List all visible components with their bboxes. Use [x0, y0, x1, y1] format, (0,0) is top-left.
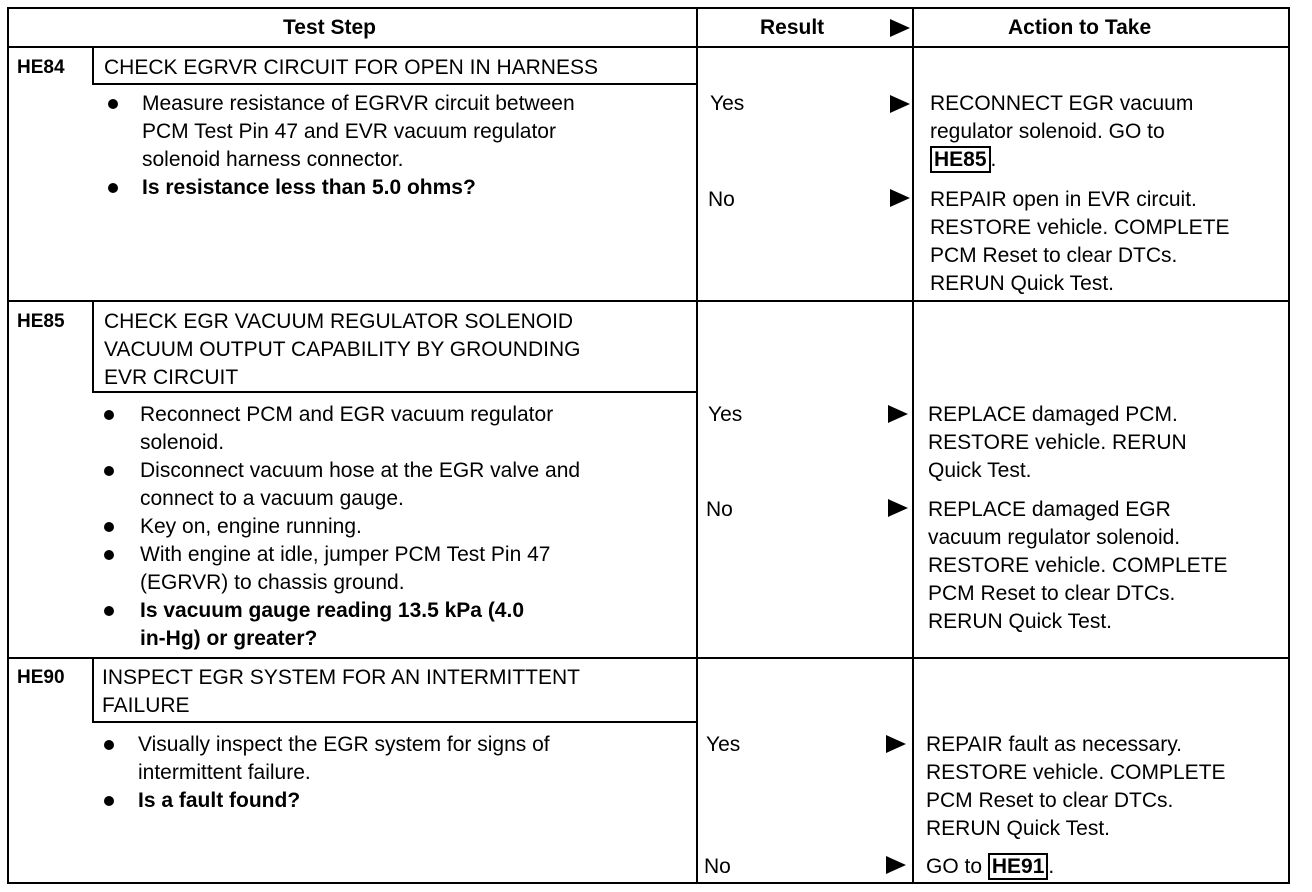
bullet-icon	[104, 740, 114, 750]
bullet-icon	[104, 550, 114, 560]
step-title-underline	[92, 391, 696, 393]
step-text: Key on, engine running.	[140, 515, 362, 538]
step-text: solenoid.	[140, 431, 225, 454]
action-text: RESTORE vehicle. COMPLETE	[926, 761, 1226, 784]
step-title-he90: FAILURE	[102, 694, 190, 717]
step-text: Visually inspect the EGR system for signs of	[138, 733, 550, 756]
action-text: RESTORE vehicle. COMPLETE	[928, 554, 1228, 577]
step-divider	[7, 657, 1290, 659]
step-text: With engine at idle, jumper PCM Test Pin 47	[140, 543, 551, 566]
result-yes: Yes	[708, 403, 743, 426]
step-id-divider	[92, 659, 94, 722]
bullet-icon	[104, 466, 114, 476]
action-text: regulator solenoid. GO to	[930, 120, 1165, 143]
step-text: intermittent failure.	[138, 761, 311, 784]
step-title-he90: INSPECT EGR SYSTEM FOR AN INTERMITTENT	[102, 666, 580, 689]
result-arrow-icon	[890, 95, 910, 113]
action-text: RECONNECT EGR vacuum	[930, 92, 1194, 115]
step-question: Is vacuum gauge reading 13.5 kPa (4.0	[140, 599, 524, 622]
step-id-he84: HE84	[17, 57, 65, 78]
result-no: No	[704, 855, 731, 878]
step-id-divider	[92, 48, 94, 84]
bullet-icon	[108, 99, 118, 109]
step-divider	[7, 300, 1290, 302]
goto-ref-he91[interactable]: HE91	[988, 853, 1049, 880]
action-text: PCM Reset to clear DTCs.	[926, 789, 1174, 812]
goto-ref-he85[interactable]: HE85	[930, 146, 991, 173]
action-goto-prefix: GO to	[926, 855, 983, 878]
action-text: REPAIR fault as necessary.	[926, 733, 1182, 756]
result-arrow-icon	[890, 189, 910, 207]
step-question: in-Hg) or greater?	[140, 627, 318, 650]
step-title-he85: CHECK EGR VACUUM REGULATOR SOLENOID	[104, 310, 574, 333]
step-text: Disconnect vacuum hose at the EGR valve and	[140, 459, 581, 482]
step-title-he85: VACUUM OUTPUT CAPABILITY BY GROUNDING	[104, 338, 581, 361]
result-arrow-icon	[886, 856, 906, 874]
action-text: RESTORE vehicle. COMPLETE	[930, 216, 1230, 239]
header-action: Action to Take	[1008, 16, 1152, 39]
action-text: PCM Reset to clear DTCs.	[928, 582, 1176, 605]
step-id-he85: HE85	[17, 311, 65, 332]
bullet-icon	[104, 410, 114, 420]
result-arrow-icon	[886, 735, 906, 753]
bullet-icon	[104, 522, 114, 532]
action-text: RESTORE vehicle. RERUN	[928, 431, 1187, 454]
action-text: RERUN Quick Test.	[930, 272, 1114, 295]
step-text: connect to a vacuum gauge.	[140, 487, 404, 510]
step-id-divider	[92, 302, 94, 392]
action-goto: HE85 .	[930, 146, 996, 174]
step-id-he90: HE90	[17, 667, 65, 688]
header-test-step: Test Step	[283, 16, 376, 39]
bullet-icon	[108, 183, 118, 193]
action-text: REPAIR open in EVR circuit.	[930, 188, 1197, 211]
step-text: Measure resistance of EGRVR circuit between	[142, 92, 575, 115]
step-text: PCM Test Pin 47 and EVR vacuum regulator	[142, 120, 556, 143]
step-title-underline	[92, 83, 696, 85]
action-text: PCM Reset to clear DTCs.	[930, 244, 1178, 267]
action-text: Quick Test.	[928, 459, 1032, 482]
header-result: Result	[760, 16, 825, 39]
result-arrow-icon	[888, 499, 908, 517]
step-question: Is a fault found?	[138, 789, 301, 812]
header-arrow-icon	[890, 19, 910, 37]
step-title-he84: CHECK EGRVR CIRCUIT FOR OPEN IN HARNESS	[104, 56, 598, 79]
action-text: REPLACE damaged PCM.	[928, 403, 1178, 426]
header-divider	[7, 46, 1290, 48]
step-text: solenoid harness connector.	[142, 148, 404, 171]
action-text: RERUN Quick Test.	[928, 610, 1112, 633]
result-arrow-icon	[888, 405, 908, 423]
result-yes: Yes	[710, 92, 745, 115]
step-title-he85: EVR CIRCUIT	[104, 366, 239, 389]
step-title-underline	[92, 721, 696, 723]
action-text: vacuum regulator solenoid.	[928, 526, 1181, 549]
action-goto: GO to HE91 .	[926, 855, 1055, 878]
step-text: Reconnect PCM and EGR vacuum regulator	[140, 403, 554, 426]
col-divider-action	[912, 7, 914, 884]
bullet-icon	[104, 606, 114, 616]
result-no: No	[706, 498, 733, 521]
result-no: No	[708, 188, 735, 211]
step-question: Is resistance less than 5.0 ohms?	[142, 176, 476, 199]
action-text: RERUN Quick Test.	[926, 817, 1110, 840]
step-text: (EGRVR) to chassis ground.	[140, 571, 405, 594]
result-yes: Yes	[706, 733, 741, 756]
bullet-icon	[104, 796, 114, 806]
action-text: REPLACE damaged EGR	[928, 498, 1171, 521]
col-divider-result	[696, 7, 698, 884]
